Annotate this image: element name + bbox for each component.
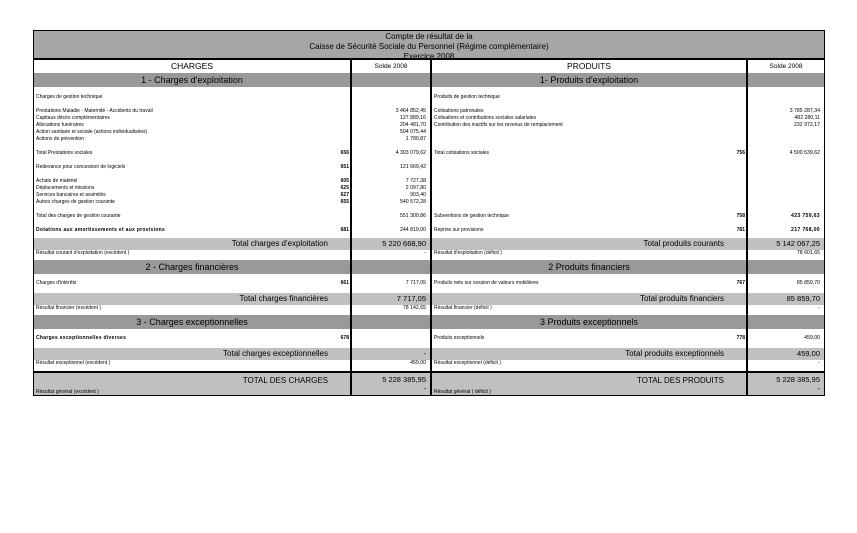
total-label: Total produits exceptionnels [432, 348, 748, 360]
result-label: Résultat exceptionnel (excédent ) [33, 360, 352, 367]
row-value: 3 785 287,34 [748, 108, 825, 115]
general-result-value: - [817, 384, 820, 393]
total-value: - [352, 348, 432, 360]
total-label: Total produits financiers [432, 293, 748, 305]
subheading-row [33, 94, 825, 101]
row-label: Produits exceptionnels [434, 335, 485, 341]
charges-header: CHARGES [33, 60, 352, 73]
table-row [33, 192, 825, 199]
account-code: 756 [736, 150, 745, 156]
title-line-3: Exercice 2008 [403, 52, 455, 61]
table-row [33, 115, 825, 122]
row-label: Reprise sur provisions [434, 227, 484, 233]
result-value: - [748, 305, 825, 312]
account-code: 656 [340, 150, 349, 156]
row-value: 121 669,42 [352, 164, 432, 171]
result-label: Résultat financier (déficit ) [432, 305, 748, 312]
row-label: Redevance pour concession de logiciels [36, 164, 126, 170]
row-label: Dotations aux amortissements et aux provisions [36, 227, 166, 233]
section-3-produits-title: 3 Produits exceptionnels [432, 315, 748, 329]
section-1-header [33, 73, 825, 87]
table-row [33, 108, 825, 115]
account-code: 627 [340, 192, 349, 198]
section-3-result-row [33, 360, 825, 367]
account-code: 661 [340, 280, 349, 286]
result-label: Résultat exceptionnel (déficit ) [432, 360, 748, 367]
section-2-charges-title: 2 - Charges financières [33, 260, 352, 274]
account-code: 681 [340, 227, 349, 233]
row-value: 423 759,63 [748, 213, 825, 220]
statement-title [33, 30, 825, 60]
total-value: 7 717,05 [352, 293, 432, 305]
row-label: Total cotisations sociales [434, 150, 490, 156]
row-value: 7 727,38 [352, 178, 432, 185]
row-label: Allocations funéraires [33, 122, 352, 129]
table-row [33, 178, 825, 185]
row-value: 1 780,87 [352, 136, 432, 143]
income-statement-table [33, 30, 825, 396]
section-2-produits-title: 2 Produits financiers [432, 260, 748, 274]
row-label: Cotisations patronales [432, 108, 748, 115]
account-code: 781 [736, 227, 745, 233]
row-label: Action sanitaire et sociale (actions individualisées) [33, 129, 352, 136]
result-label: Résultat courant d'exploitation (excédent ) [33, 250, 352, 257]
section-3-charges-title: 3 - Charges exceptionnelles [33, 315, 352, 329]
row-value [352, 335, 432, 342]
row-value: 232 972,17 [748, 122, 825, 129]
row-label: Capitaux décès complémentaires [33, 115, 352, 122]
section-2-header [33, 260, 825, 274]
table-row [33, 122, 825, 129]
produits-header: PRODUITS [432, 60, 748, 73]
row-label: Contribution des inactifs sur les revenus de remplacement [432, 122, 748, 129]
section-1-result-row [33, 250, 825, 257]
row-label: Total des charges de gestion courante [33, 213, 352, 220]
row-value: 217 768,00 [748, 227, 825, 234]
total-label: Total charges d'exploitation [33, 238, 352, 250]
row-label: Produits nets sur cession de valeurs mobilières [434, 280, 539, 286]
row-label: Total Prestations sociales [36, 150, 93, 156]
row-value: 3 464 852,45 [352, 108, 432, 115]
total-produits-label: TOTAL DES PRODUITS [637, 376, 724, 385]
row-label: Cotisations et contributions sociales salariales [432, 115, 748, 122]
total-value: 5 220 668,90 [352, 238, 432, 250]
total-charges-label: TOTAL DES CHARGES [242, 376, 328, 385]
row-value: 482 280,11 [748, 115, 825, 122]
row-label: Charges exceptionnelles diverses [36, 335, 127, 341]
row-value: 540 572,28 [352, 199, 432, 206]
table-row [33, 227, 825, 234]
table-row [33, 280, 825, 287]
produits-subheading: Produits de gestion technique [432, 94, 748, 101]
row-label: Subventions de gestion technique [434, 213, 510, 219]
charges-subheading: Charges de gestion technique [33, 94, 352, 101]
row-value: 85 859,70 [748, 280, 825, 287]
general-result-value: - [423, 384, 426, 393]
result-value: - [748, 360, 825, 367]
charges-solde-header: Solde 2008 [352, 60, 432, 73]
table-row [33, 164, 825, 171]
account-code: 778 [736, 335, 745, 341]
row-value: 2 097,80 [352, 185, 432, 192]
total-value: 85 859,70 [748, 293, 825, 305]
section-1-produits-title: 1- Produits d'exploitation [432, 73, 748, 87]
row-value: 903,40 [352, 192, 432, 199]
total-value: 459,00 [748, 348, 825, 360]
account-code: 605 [340, 178, 349, 184]
account-code: 651 [340, 164, 349, 170]
table-row [33, 213, 825, 220]
result-value: 459,00 [352, 360, 432, 367]
row-value: 4 303 079,62 [352, 150, 432, 157]
table-row [33, 199, 825, 206]
row-label: Autres charges de gestion courante [36, 199, 115, 205]
column-headers [33, 60, 825, 73]
result-label: Résultat financier (excédent ) [33, 305, 352, 312]
account-code: 758 [736, 213, 745, 219]
row-value: 4 500 539,62 [748, 150, 825, 157]
result-label: Résultat d'exploitation (déficit ) [432, 250, 748, 257]
table-row [33, 129, 825, 136]
row-value: 7 717,05 [352, 280, 432, 287]
total-value: 5 142 067,25 [748, 238, 825, 250]
row-value: 127 889,16 [352, 115, 432, 122]
section-2-total-row [33, 293, 825, 305]
total-charges-value: 5 228 385,95 [382, 375, 426, 384]
section-1-charges-title: 1 - Charges d'exploitation [33, 73, 352, 87]
produits-solde-header: Solde 2008 [748, 60, 825, 73]
account-code: 767 [736, 280, 745, 286]
general-result-label: Résultat général (excédent ) [36, 389, 99, 395]
table-row [33, 136, 825, 143]
table-row [33, 185, 825, 192]
section-3-header [33, 315, 825, 329]
result-value: - [352, 250, 432, 257]
total-label: Total produits courants [432, 238, 748, 250]
section-3-total-row [33, 348, 825, 360]
row-value: 459,00 [748, 335, 825, 342]
section-2-result-row [33, 305, 825, 312]
table-row [33, 335, 825, 342]
title-line-1: Compte de résultat de la [385, 32, 473, 41]
row-label: Actions de prévention [33, 136, 352, 143]
row-value: 551 300,86 [352, 213, 432, 220]
row-label: Services bancaires et assimilés [36, 192, 106, 198]
result-value: 78 601,65 [748, 250, 825, 257]
table-row-totals-sociales [33, 150, 825, 157]
section-1-total-row [33, 238, 825, 250]
row-value: 204 481,70 [352, 122, 432, 129]
total-produits-value: 5 228 385,95 [776, 375, 820, 384]
row-label: Charges d'intérêts [36, 280, 77, 286]
row-label: Prestations Maladie - Maternité - Accidents du travail [33, 108, 352, 115]
row-value: 504 075,44 [352, 129, 432, 136]
title-line-2: Caisse de Sécurité Sociale du Personnel (Régime complémentaire) [309, 42, 549, 51]
row-label: Déplacements et missions [36, 185, 95, 191]
grand-total-row [33, 371, 825, 396]
account-code: 655 [340, 199, 349, 205]
account-code: 625 [340, 185, 349, 191]
account-code: 678 [340, 335, 349, 341]
result-value: 78 142,65 [352, 305, 432, 312]
row-value: 244 819,00 [352, 227, 432, 234]
total-label: Total charges exceptionnelles [33, 348, 352, 360]
row-label: Achats de matériel [36, 178, 78, 184]
general-result-label: Résultat général ( déficit ) [434, 389, 491, 395]
total-label: Total charges financières [33, 293, 352, 305]
